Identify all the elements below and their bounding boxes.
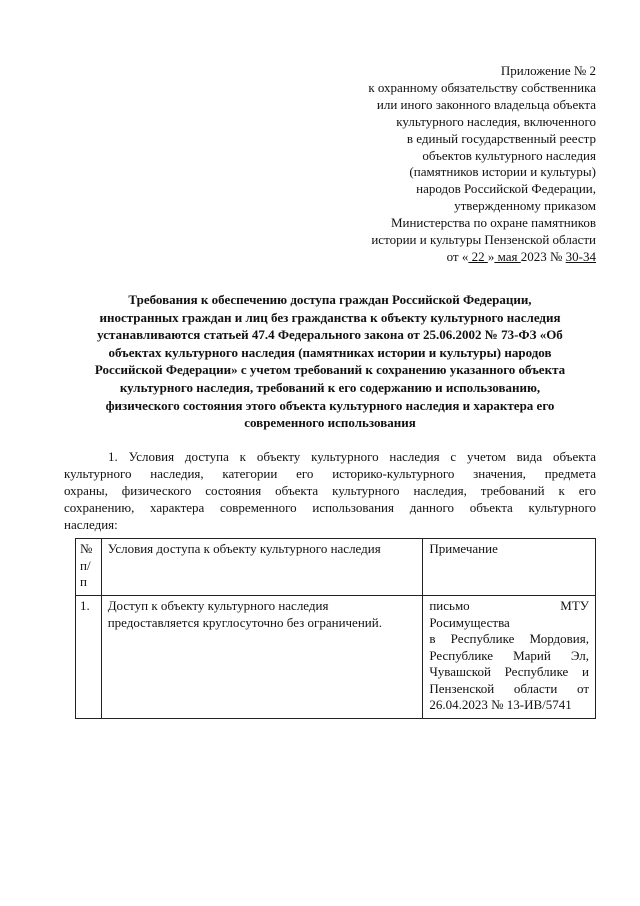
date-day: 22 xyxy=(468,248,488,264)
header-num-line: п/ xyxy=(80,557,91,573)
title-line: физического состояния этого объекта культурного наследия и характера его xyxy=(105,397,555,413)
intro-line: охраны, физического состояния объекта культурного наследия, требований к его xyxy=(64,483,596,498)
appendix-header xyxy=(266,63,596,266)
header-num-line: № xyxy=(80,541,93,556)
row-note xyxy=(423,596,596,719)
note-line: Пензенской области от xyxy=(429,680,589,696)
intro-line: сохранению, характера современного использования данного объекта культурного xyxy=(64,500,596,515)
intro-line: культурного наследия, категории его историко-культурного значения, предмета xyxy=(64,466,596,481)
document-title xyxy=(64,291,596,432)
condition-line: предоставляется круглосуточно без ограничений. xyxy=(107,614,382,630)
intro-paragraph xyxy=(64,448,596,533)
header-note: Примечание xyxy=(423,539,596,596)
note-line: в Республике Мордовия, xyxy=(429,631,589,646)
note-line: Росимущества xyxy=(429,614,510,630)
header-num xyxy=(76,539,102,596)
intro-line: наследия: xyxy=(64,517,118,532)
date-year: 2023 № xyxy=(520,248,566,264)
title-line: современного использования xyxy=(244,415,416,431)
note-line: письмо МТУ xyxy=(429,598,589,613)
title-line: Требования к обеспечению доступа граждан Российской Федерации, xyxy=(128,292,532,307)
table-row xyxy=(76,596,596,719)
appendix-line: к охранному обязательству собственника xyxy=(368,79,596,95)
title-line: культурного наследия, требований к его содержанию и использованию, xyxy=(119,379,541,395)
appendix-line: в единый государственный реестр xyxy=(406,130,596,146)
header-conditions: Условия доступа к объекту культурного наследия xyxy=(101,539,423,596)
appendix-line: истории и культуры Пензенской области xyxy=(371,232,596,248)
order-date-line xyxy=(266,249,596,266)
row-num: 1. xyxy=(76,596,102,719)
appendix-line: Министерства по охране памятников xyxy=(390,215,596,231)
appendix-line: Приложение № 2 xyxy=(500,63,596,78)
appendix-line: объектов культурного наследия xyxy=(422,147,596,163)
appendix-line: или иного законного владельца объекта xyxy=(376,96,596,112)
intro-line: 1. Условия доступа к объекту культурного наследия с учетом вида объекта xyxy=(108,449,596,464)
note-line: Чувашской Республике и xyxy=(429,664,589,679)
note-line: Республике Марий Эл, xyxy=(429,647,589,663)
note-line: 26.04.2023 № 13-ИВ/5741 xyxy=(429,697,572,712)
table-header-row xyxy=(76,539,596,596)
title-line: иностранных граждан и лиц без гражданства к объекту культурного наследия xyxy=(99,309,561,325)
title-line: объектах культурного наследия (памятниках истории и культуры) народов xyxy=(108,344,552,360)
appendix-line: культурного наследия, включенного xyxy=(396,113,596,129)
access-conditions-table xyxy=(75,538,596,719)
order-number: 30-34 xyxy=(565,248,596,264)
header-num-line: п xyxy=(80,574,87,589)
row-condition xyxy=(101,596,423,719)
appendix-line: (памятников истории и культуры) xyxy=(409,164,596,180)
title-line: устанавливаются статьей 47.4 Федерального закона от 25.06.2002 № 73-ФЗ «Об xyxy=(97,327,563,343)
date-mid: » xyxy=(487,248,495,264)
date-prefix: от « xyxy=(446,248,469,264)
appendix-line: народов Российской Федерации, xyxy=(416,181,596,197)
title-line: Российской Федерации» с учетом требований к сохранению указанного объекта xyxy=(94,362,566,378)
appendix-line: утвержденному приказом xyxy=(454,198,596,214)
condition-line: Доступ к объекту культурного наследия xyxy=(107,598,329,613)
date-month: мая xyxy=(494,248,521,264)
